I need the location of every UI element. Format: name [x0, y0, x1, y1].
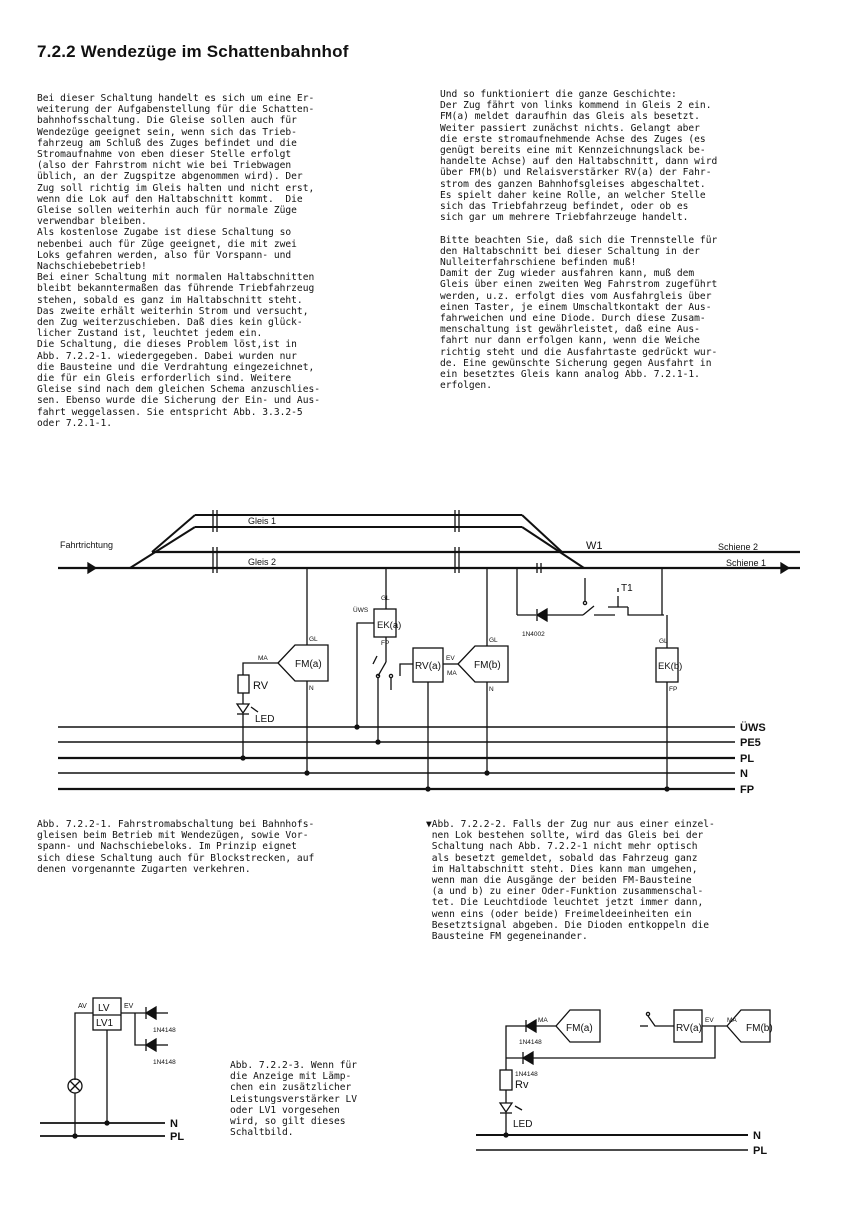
paragraph-line: bleibt bekanntermaßen das führende Triebfahrzeug [37, 283, 315, 295]
label-fma-gl: GL [309, 636, 318, 643]
paragraph-line: richtig steht und die Ausfahrtaste gedrückt wur- [440, 346, 718, 358]
label-rva: RV(a) [415, 661, 441, 672]
caption-line: die Anzeige mit Lämp- [230, 1071, 352, 1083]
paragraph-line: die für ein Gleis erforderlich sind. Weitere [37, 373, 292, 385]
caption-line: oder LV1 vorgesehen [230, 1104, 340, 1116]
section-title: 7.2.2 Wendezüge im Schattenbahnhof [37, 42, 349, 61]
label-diode-a: 1N4148 [519, 1039, 542, 1046]
paragraph-line: werden, u.z. erfolgt dies vom Ausfahrgleis über [440, 290, 712, 302]
paragraph-line: oder 7.2.1-1. [37, 417, 113, 429]
paragraph-line: fahrzeug am Schluß des Zuges befindet und die [37, 137, 297, 149]
paragraph-line: Loks gefahren werden, also für Vorspann- und [37, 249, 292, 261]
label-rv-fig2: Rv [515, 1079, 529, 1091]
label-n: N [170, 1118, 178, 1130]
label-fmb-gl: GL [489, 637, 498, 644]
label-lv: LV [98, 1003, 110, 1014]
label-gleis2: Gleis 2 [248, 557, 277, 567]
label-pl-fig2: PL [753, 1145, 768, 1157]
paragraph-line: strom des ganzen Bahnhofsgleises abgeschaltet. [440, 178, 706, 190]
paragraph-line: ein besetztes Gleis kann analog Abb. 7.2.1-1. [440, 369, 700, 381]
paragraph-line: den Zug weiterzuschieben. Daß dies kein glück- [37, 317, 303, 329]
bus-label-n: N [740, 768, 748, 780]
label-ekb: EK(b) [658, 661, 683, 672]
bus-label-pe5: PE5 [740, 737, 761, 749]
paragraph-line: über FM(b) und Relaisverstärker RV(a) der Fahr- [440, 167, 712, 179]
label-ma-b: MA [727, 1017, 737, 1024]
paragraph-line: Bitte beachten Sie, daß sich die Trennstelle für [440, 234, 718, 246]
caption-line: (a und b) zu einer Oder-Funktion zusammenschal- [426, 886, 704, 898]
paragraph-line: Das zweite erhält weiterhin Strom und versucht, [37, 305, 309, 317]
label-fmb: FM(b) [474, 660, 501, 671]
paragraph-line: bahnhofsschaltung. Die Gleise sollen auch für [37, 115, 297, 127]
label-fmb-ma: MA [447, 670, 457, 677]
paragraph-line: stehen, sobald es ganz im Haltabschnitt steht. [37, 294, 303, 306]
label-n-fig2: N [753, 1130, 761, 1142]
bus-label-fp: FP [740, 784, 755, 796]
paragraph-line: üblich, an der Zugspitze abgenommen wird). Der [37, 171, 303, 183]
paragraph-line: Und so funktioniert die ganze Geschichte: [440, 89, 677, 100]
paragraph-line: Wendezüge geeignet sein, wenn sich das Trieb- [37, 126, 297, 138]
label-diode-2: 1N4148 [153, 1059, 176, 1066]
paragraph-line: Gleise sind nach dem gleichen Schema anzuschlies- [37, 384, 321, 396]
bus-label-pl: PL [740, 753, 755, 765]
paragraph-line: genügt bereits eine mit Kennzeichnungslack be- [440, 145, 706, 157]
caption-line: Leistungsverstärker LV [230, 1093, 358, 1105]
caption-line: wenn man die Ausgänge der beiden FM-Bausteine [426, 875, 692, 887]
paragraph-line: Nachschiebebetrieb! [37, 261, 147, 273]
paragraph-line: erfolgen. [440, 380, 492, 392]
caption-line: Schaltung nach Abb. 7.2.2-1 nicht mehr optisch [426, 841, 698, 853]
paragraph-line: Der Zug fährt von links kommend in Gleis 2 ein. [440, 100, 712, 112]
caption-line: im Haltabschnitt steht. Dies kann man umgehen, [426, 863, 698, 875]
label-fma-fig2: FM(a) [566, 1023, 593, 1034]
label-diode: 1N4002 [522, 631, 545, 638]
paragraph-line: sen. Ebenso wurde die Sicherung der Ein- und Aus- [37, 395, 321, 407]
paragraph-line: Nulleiterfahrschiene befinden muß! [440, 257, 637, 269]
label-diode-b: 1N4148 [515, 1071, 538, 1078]
paragraph-line: nebenbei auch für Züge geeignet, die mit zwei [37, 238, 297, 250]
paragraph-line: Bei dieser Schaltung handelt es sich um eine Er- [37, 93, 315, 104]
label-led-fig2: LED [513, 1119, 533, 1130]
caption-line: spann- und Nachschiebeloks. Im Prinzip eignet [37, 841, 297, 853]
paragraph-line: fahrt nur dann erfolgen kann, wenn die Weiche [440, 335, 700, 347]
paragraph-line: (also der Fahrstrom nicht wie bei Triebwagen [37, 160, 292, 172]
caption-line: nen Lok bestehen sollte, wird das Gleis bei der [426, 830, 704, 842]
label-av: AV [78, 1003, 87, 1010]
label-rva-ev: EV [446, 655, 455, 662]
paragraph-line: einen Taster, je einem Umschaltkontakt der Aus- [440, 301, 712, 313]
caption-line: Bausteine FM gegeneinander. [426, 931, 588, 943]
paragraph-line: Damit der Zug wieder ausfahren kann, muß dem [440, 268, 695, 280]
label-fma: FM(a) [295, 659, 322, 670]
label-w1: W1 [586, 540, 603, 552]
label-ekb-gl: GL [659, 638, 668, 645]
paragraph-line: verwendbar bleiben. [37, 216, 147, 228]
label-t1: T1 [621, 583, 633, 594]
label-rva-fig2: RV(a) [676, 1023, 702, 1034]
label-fmb-n: N [489, 686, 494, 693]
paragraph-line: Die Schaltung, die dieses Problem löst,ist in [37, 339, 297, 351]
paragraph-line: Zug soll richtig im Gleis halten und nicht erst, [37, 182, 315, 194]
label-gleis1: Gleis 1 [248, 516, 277, 526]
paragraph-line: Abb. 7.2.2-1. wiedergegeben. Dabei wurden nur [37, 350, 297, 362]
label-eka-fp: FP [381, 640, 390, 647]
label-fma-n: N [309, 685, 314, 692]
paragraph-line: fahrt weggelassen. Sie entspricht Abb. 3.3.2-5 [37, 406, 303, 418]
label-led: LED [255, 714, 275, 725]
paragraph-line: die Bausteine und die Verdrahtung eingezeichnet, [37, 361, 315, 373]
caption-line: gleisen beim Betrieb mit Wendezügen, sowie Vor- [37, 830, 309, 842]
paragraph-line: wenn die Lok auf den Haltabschnitt kommt. Die [37, 193, 303, 205]
caption-line: Besetztsignal abgeben. Die Dioden entkoppeln die [426, 919, 710, 931]
paragraph-line: Bei einer Schaltung mit normalen Haltabschnitten [37, 272, 315, 284]
caption-line: chen ein zusätzlicher [230, 1082, 352, 1094]
paragraph-line: de. Eine gewünschte Sicherung gegen Ausfahrt in [440, 357, 712, 369]
label-ma-a: MA [538, 1017, 548, 1024]
label-fmb-fig2: FM(b) [746, 1023, 773, 1034]
caption-line: als besetzt gemeldet, sobald das Fahrzeug ganz [426, 852, 698, 864]
label-ekb-fp: FP [669, 686, 678, 693]
bus-label-uws: ÜWS [740, 722, 766, 734]
label-ev: EV [124, 1003, 134, 1010]
paragraph-line: Gleis über einen zweiten Weg Fahrstrom zugeführt [440, 279, 718, 291]
caption-line: Schaltbild. [230, 1127, 294, 1139]
paragraph-line: Es spielt daher keine Rolle, an welcher Stelle [440, 189, 706, 201]
caption-line: Abb. 7.2.2-1. Fahrstromabschaltung bei Bahnhofs- [37, 819, 315, 830]
label-schiene2: Schiene 2 [718, 542, 759, 552]
label-uws-small: ÜWS [353, 607, 369, 614]
caption-line: wird, so gilt dieses [230, 1116, 346, 1128]
label-fma-ma: MA [258, 655, 268, 662]
caption-line: sich diese Schaltung auch für Blockstrecken, auf [37, 852, 315, 864]
label-rv: RV [253, 680, 269, 692]
paragraph-line: sich gar um mehrere Triebfahrzeuge handelt. [440, 212, 689, 224]
paragraph-line: Stromaufnahme von eben dieser Stelle erfolgt [37, 149, 292, 161]
paragraph-line: Weiter passiert zunächst nichts. Gelangt aber [440, 122, 700, 134]
label-ev-fig2: EV [705, 1017, 714, 1024]
label-pl: PL [170, 1131, 185, 1143]
caption-line: tet. Die Leuchtdiode leuchtet jetzt immer dann, [426, 897, 704, 909]
paragraph-line: licher Zustand ist, leuchtet jedem ein. [37, 328, 263, 340]
paragraph-line: sich das Triebfahrzeug befindet, oder ob es [440, 201, 689, 213]
paragraph-line: den Haltabschnitt bei dieser Schaltung in der [440, 245, 700, 257]
caption-line: Abb. 7.2.2-3. Wenn für [230, 1060, 358, 1071]
label-schiene1: Schiene 1 [726, 558, 767, 568]
paragraph-line: Gleise sollen weiterhin auch für normale Züge [37, 205, 297, 217]
paragraph-line: menschaltung ist gewährleistet, daß eine Aus- [440, 324, 700, 336]
caption-line: ▼Abb. 7.2.2-2. Falls der Zug nur aus einer einzel- [426, 819, 715, 830]
label-fahrtrichtung: Fahrtrichtung [60, 540, 114, 550]
paragraph-line: weiterung der Aufgabenstellung für die Schatten- [37, 104, 315, 116]
label-lv1: LV1 [96, 1018, 114, 1029]
paragraph-line: die erste stromaufnehmende Achse des Zuges (es [440, 133, 706, 145]
paragraph-line: FM(a) meldet daraufhin das Gleis als besetzt. [440, 111, 700, 123]
caption-line: wenn eins (oder beide) Freimeldeeinheiten ein [426, 908, 692, 920]
paragraph-line: Als kostenlose Zugabe ist diese Schaltung so [37, 227, 292, 239]
paragraph-line: fahrweichen und eine Diode. Durch diese Zusam- [440, 313, 706, 325]
label-eka: EK(a) [377, 620, 402, 631]
paragraph-line: handelte Achse) auf den Haltabschnitt, dann wird [440, 156, 718, 168]
caption-line: denen vorgenannte Zugarten verkehren. [37, 863, 251, 875]
label-eka-gl: GL [381, 595, 390, 602]
label-diode-1: 1N4148 [153, 1027, 176, 1034]
